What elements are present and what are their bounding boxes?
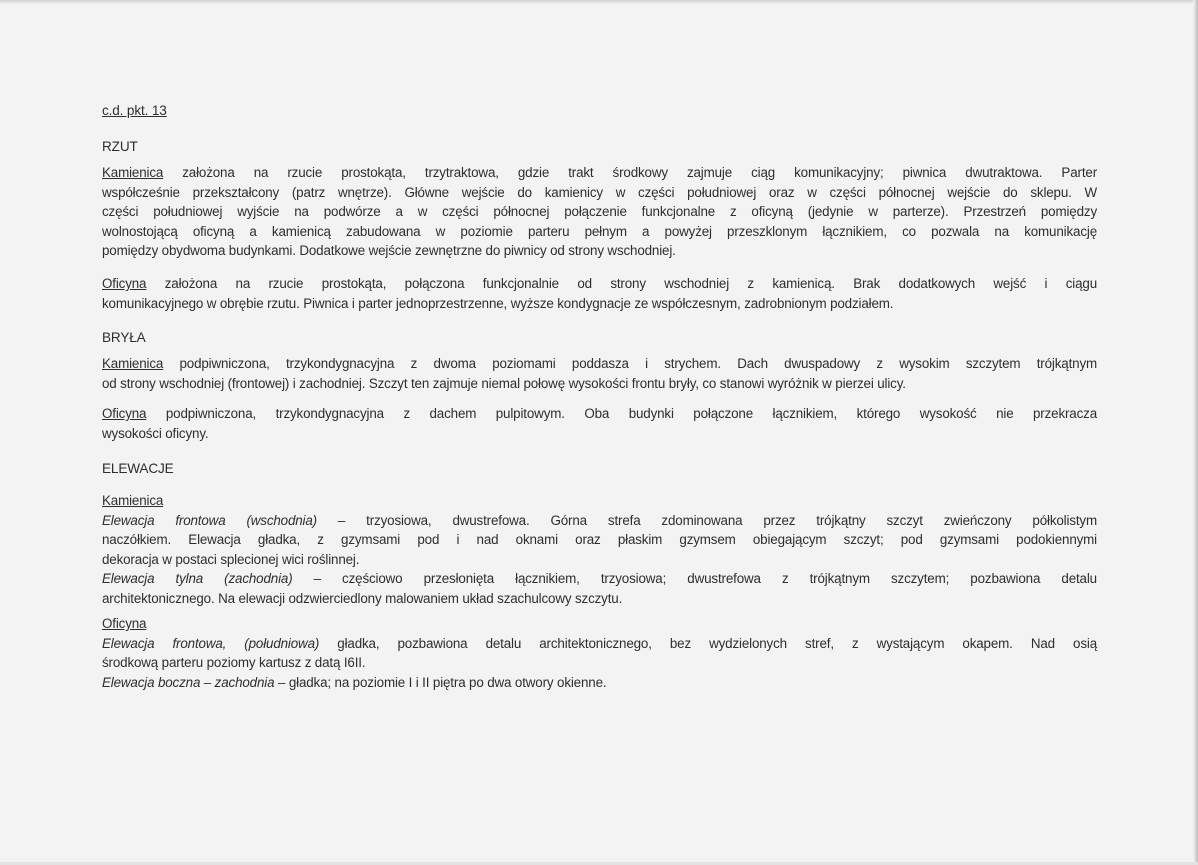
- text-line: [102, 511, 1097, 531]
- text-segment: – częściowo przesłonięta łącznikiem, trzyosiowa; dwustrefowa z trójkątnym szczytem; pozbawiona detalu: [292, 571, 1097, 587]
- text-line: [102, 354, 1097, 374]
- scan-edge-top: [0, 0, 1198, 4]
- section-title: BRYŁA: [102, 330, 146, 345]
- text-line: [102, 183, 1097, 203]
- text-segment: wysokości oficyny.: [102, 425, 209, 441]
- text-segment: architektonicznego. Na elewacji odzwierciedlony malowaniem układ szachulcowy szczytu.: [102, 590, 623, 606]
- text-segment: naczółkiem. Elewacja gładka, z gzymsami pod i nad oknami oraz płaskim gzymsem obiegającym szczyt; pod gzymsami podokiennymi: [102, 532, 1097, 548]
- text-segment: pomiędzy obydwoma budynkami. Dodatkowe wejście zewnętrzne do piwnicy od strony wschodniej.: [102, 243, 676, 259]
- subject-label: Kamienica: [102, 165, 164, 180]
- paragraph: [102, 163, 1097, 261]
- text-line: [102, 374, 1097, 394]
- text-segment: dekoracja w postaci splecionej wici roślinnej.: [102, 551, 360, 567]
- text-line: [102, 241, 1097, 261]
- text-segment: części południowej wyjście na podwórze a w części północnej połączenie funkcjonalne z oficyną (jedynie w parterze). Przestrzeń pomiędzy: [102, 204, 1097, 220]
- subject-label: Kamienica: [102, 493, 164, 508]
- subject-label: Oficyna: [102, 276, 147, 291]
- text-line: [102, 163, 1097, 183]
- text-segment: podpiwniczona, trzykondygnacyjna z dwoma poziomami poddasza i strychem. Dach dwuspadowy z wysokim szczytem trójkątnym: [163, 356, 1097, 371]
- paragraph: [102, 491, 1097, 609]
- text-segment: środkową parteru poziomy kartusz z datą I6II.: [102, 655, 366, 671]
- text-segment: gładka; na poziomie I i II piętra po dwa otwory okienne.: [285, 674, 607, 690]
- text-segment: od strony wschodniej (frontowej) i zachodniej. Szczyt ten zajmuje niemal połowę wysokości frontu bryły, co stanowi wyróżnik w pierzei ulicy.: [102, 375, 906, 391]
- text-segment: – trzyosiowa, dwustrefowa. Górna strefa zdominowana przez trójkątny szczyt zwieńczony półkolistym: [316, 512, 1097, 528]
- elevation-label: Elewacja boczna – zachodnia –: [102, 674, 286, 690]
- paragraph: [102, 404, 1097, 443]
- text-line: [102, 202, 1097, 222]
- paragraph: [102, 274, 1097, 313]
- elevation-label: Elewacja frontowa, (południowa): [102, 635, 320, 651]
- subject-label: Kamienica: [102, 356, 164, 371]
- section-title: RZUT: [102, 139, 138, 154]
- text-segment: gładka, pozbawiona detalu architektonicznego, bez wydzielonych stref, z wystającym okapem. Nad osią: [319, 635, 1097, 651]
- text-line: [102, 274, 1097, 294]
- text-line: [102, 294, 1097, 314]
- text-line: [102, 424, 1097, 444]
- elevation-label: Elewacja tylna (zachodnia): [102, 571, 293, 587]
- paragraph: [102, 614, 1097, 692]
- section-reference: c.d. pkt. 13: [102, 103, 167, 118]
- elevation-label: Elewacja frontowa (wschodnia): [102, 512, 317, 528]
- text-line: [102, 634, 1097, 654]
- text-line: [102, 569, 1097, 589]
- section-title: ELEWACJE: [102, 461, 174, 476]
- text-line: [102, 653, 1097, 673]
- text-line: [102, 589, 1097, 609]
- text-segment: podpiwniczona, trzykondygnacyjna z dachem pulpitowym. Oba budynki połączone łącznikiem, którego wysokość nie przekracza: [146, 406, 1097, 421]
- subject-label: Oficyna: [102, 616, 147, 631]
- text-line: [102, 222, 1097, 242]
- text-line: [102, 491, 1097, 511]
- subject-label: Oficyna: [102, 406, 147, 421]
- paragraph: [102, 354, 1097, 393]
- text-segment: komunikacyjnego w obrębie rzutu. Piwnica i parter jednoprzestrzenne, wyższe kondygnacje ze współczesnym, zadrobnionym podziałem.: [102, 295, 894, 311]
- text-segment: współcześnie przekształcony (patrz wnętrze). Główne wejście do kamienicy w części południowej oraz w części północnej wejście do sklepu. W: [102, 184, 1097, 200]
- text-line: [102, 673, 1097, 693]
- text-segment: wolnostojącą oficyną a kamienicą zabudowana w poziomie parteru pełnym a powyżej przeszklonym łącznikiem, co pozwala na komunikację: [102, 223, 1097, 239]
- text-line: [102, 404, 1097, 424]
- text-segment: założona na rzucie prostokąta, trzytraktowa, gdzie trakt środkowy zajmuje ciąg komunikacyjny; piwnica dwutraktowa. Parter: [163, 165, 1097, 180]
- text-line: [102, 550, 1097, 570]
- text-line: [102, 614, 1097, 634]
- scan-edge-right: [1193, 0, 1198, 865]
- text-line: [102, 530, 1097, 550]
- text-segment: założona na rzucie prostokąta, połączona funkcjonalnie od strony wschodniej z kamienicą. Brak dodatkowych wejść i ciągu: [146, 276, 1097, 291]
